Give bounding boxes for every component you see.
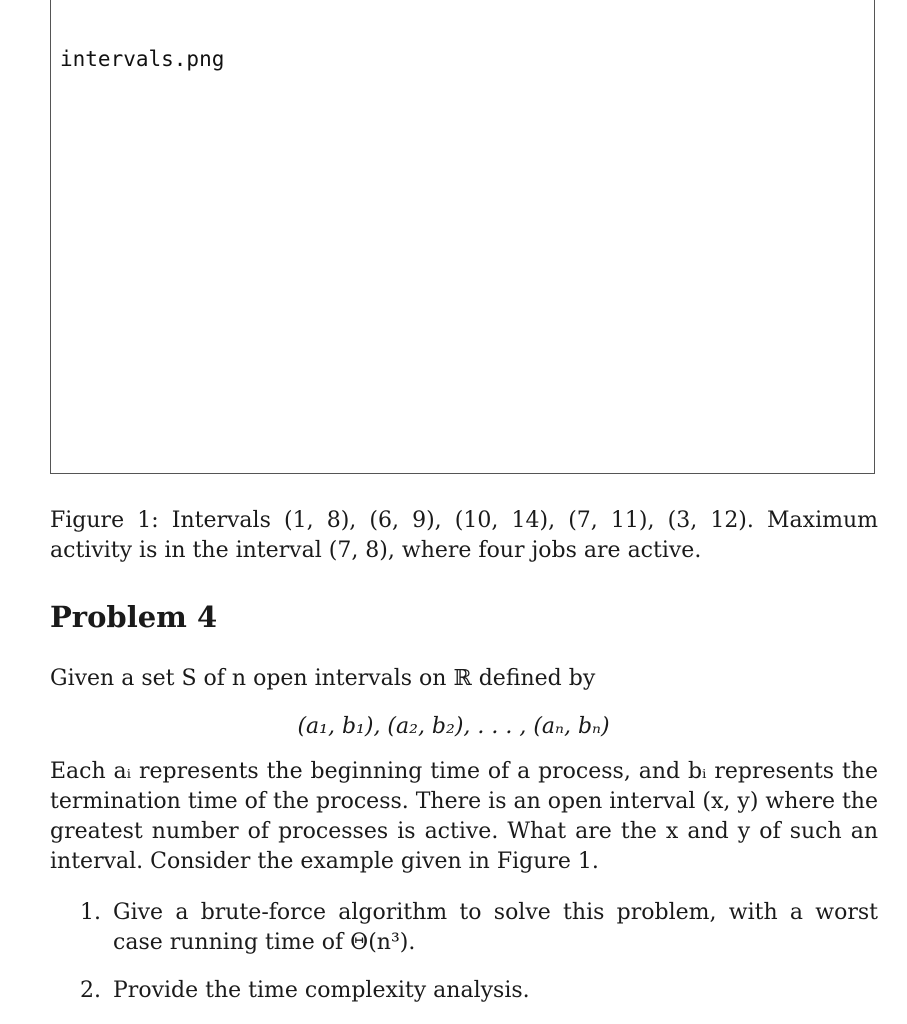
figure-filename: intervals.png	[60, 47, 225, 71]
task-list	[80, 898, 878, 1024]
problem-title: Problem 4	[50, 600, 218, 634]
list-item	[80, 976, 878, 1006]
problem-description: Each aᵢ represents the beginning time of a process, and bᵢ represents the termination time of the process. There is an open interval (x, y) where the greatest number of processes is active. What are the x and y of such an interval. Consider the example given in Figure 1.	[50, 759, 878, 874]
list-item-text: Provide the time complexity analysis.	[113, 978, 530, 1003]
display-equation: (a₁, b₁), (a₂, b₂), . . . , (aₙ, bₙ)	[297, 714, 610, 739]
list-item-text: Give a brute-force algorithm to solve this problem, with a worst case running time of Θ(n³).	[113, 900, 878, 955]
list-item	[80, 898, 878, 958]
list-item-number: 2.	[80, 978, 101, 1003]
figure-image-placeholder	[50, 0, 875, 474]
problem-intro: Given a set S of n open intervals on ℝ defined by	[50, 666, 596, 691]
list-item-number: 1.	[80, 900, 101, 925]
figure-caption: Figure 1: Intervals (1, 8), (6, 9), (10, 14), (7, 11), (3, 12). Maximum activity is in the interval (7, 8), where four jobs are active.	[50, 508, 878, 563]
